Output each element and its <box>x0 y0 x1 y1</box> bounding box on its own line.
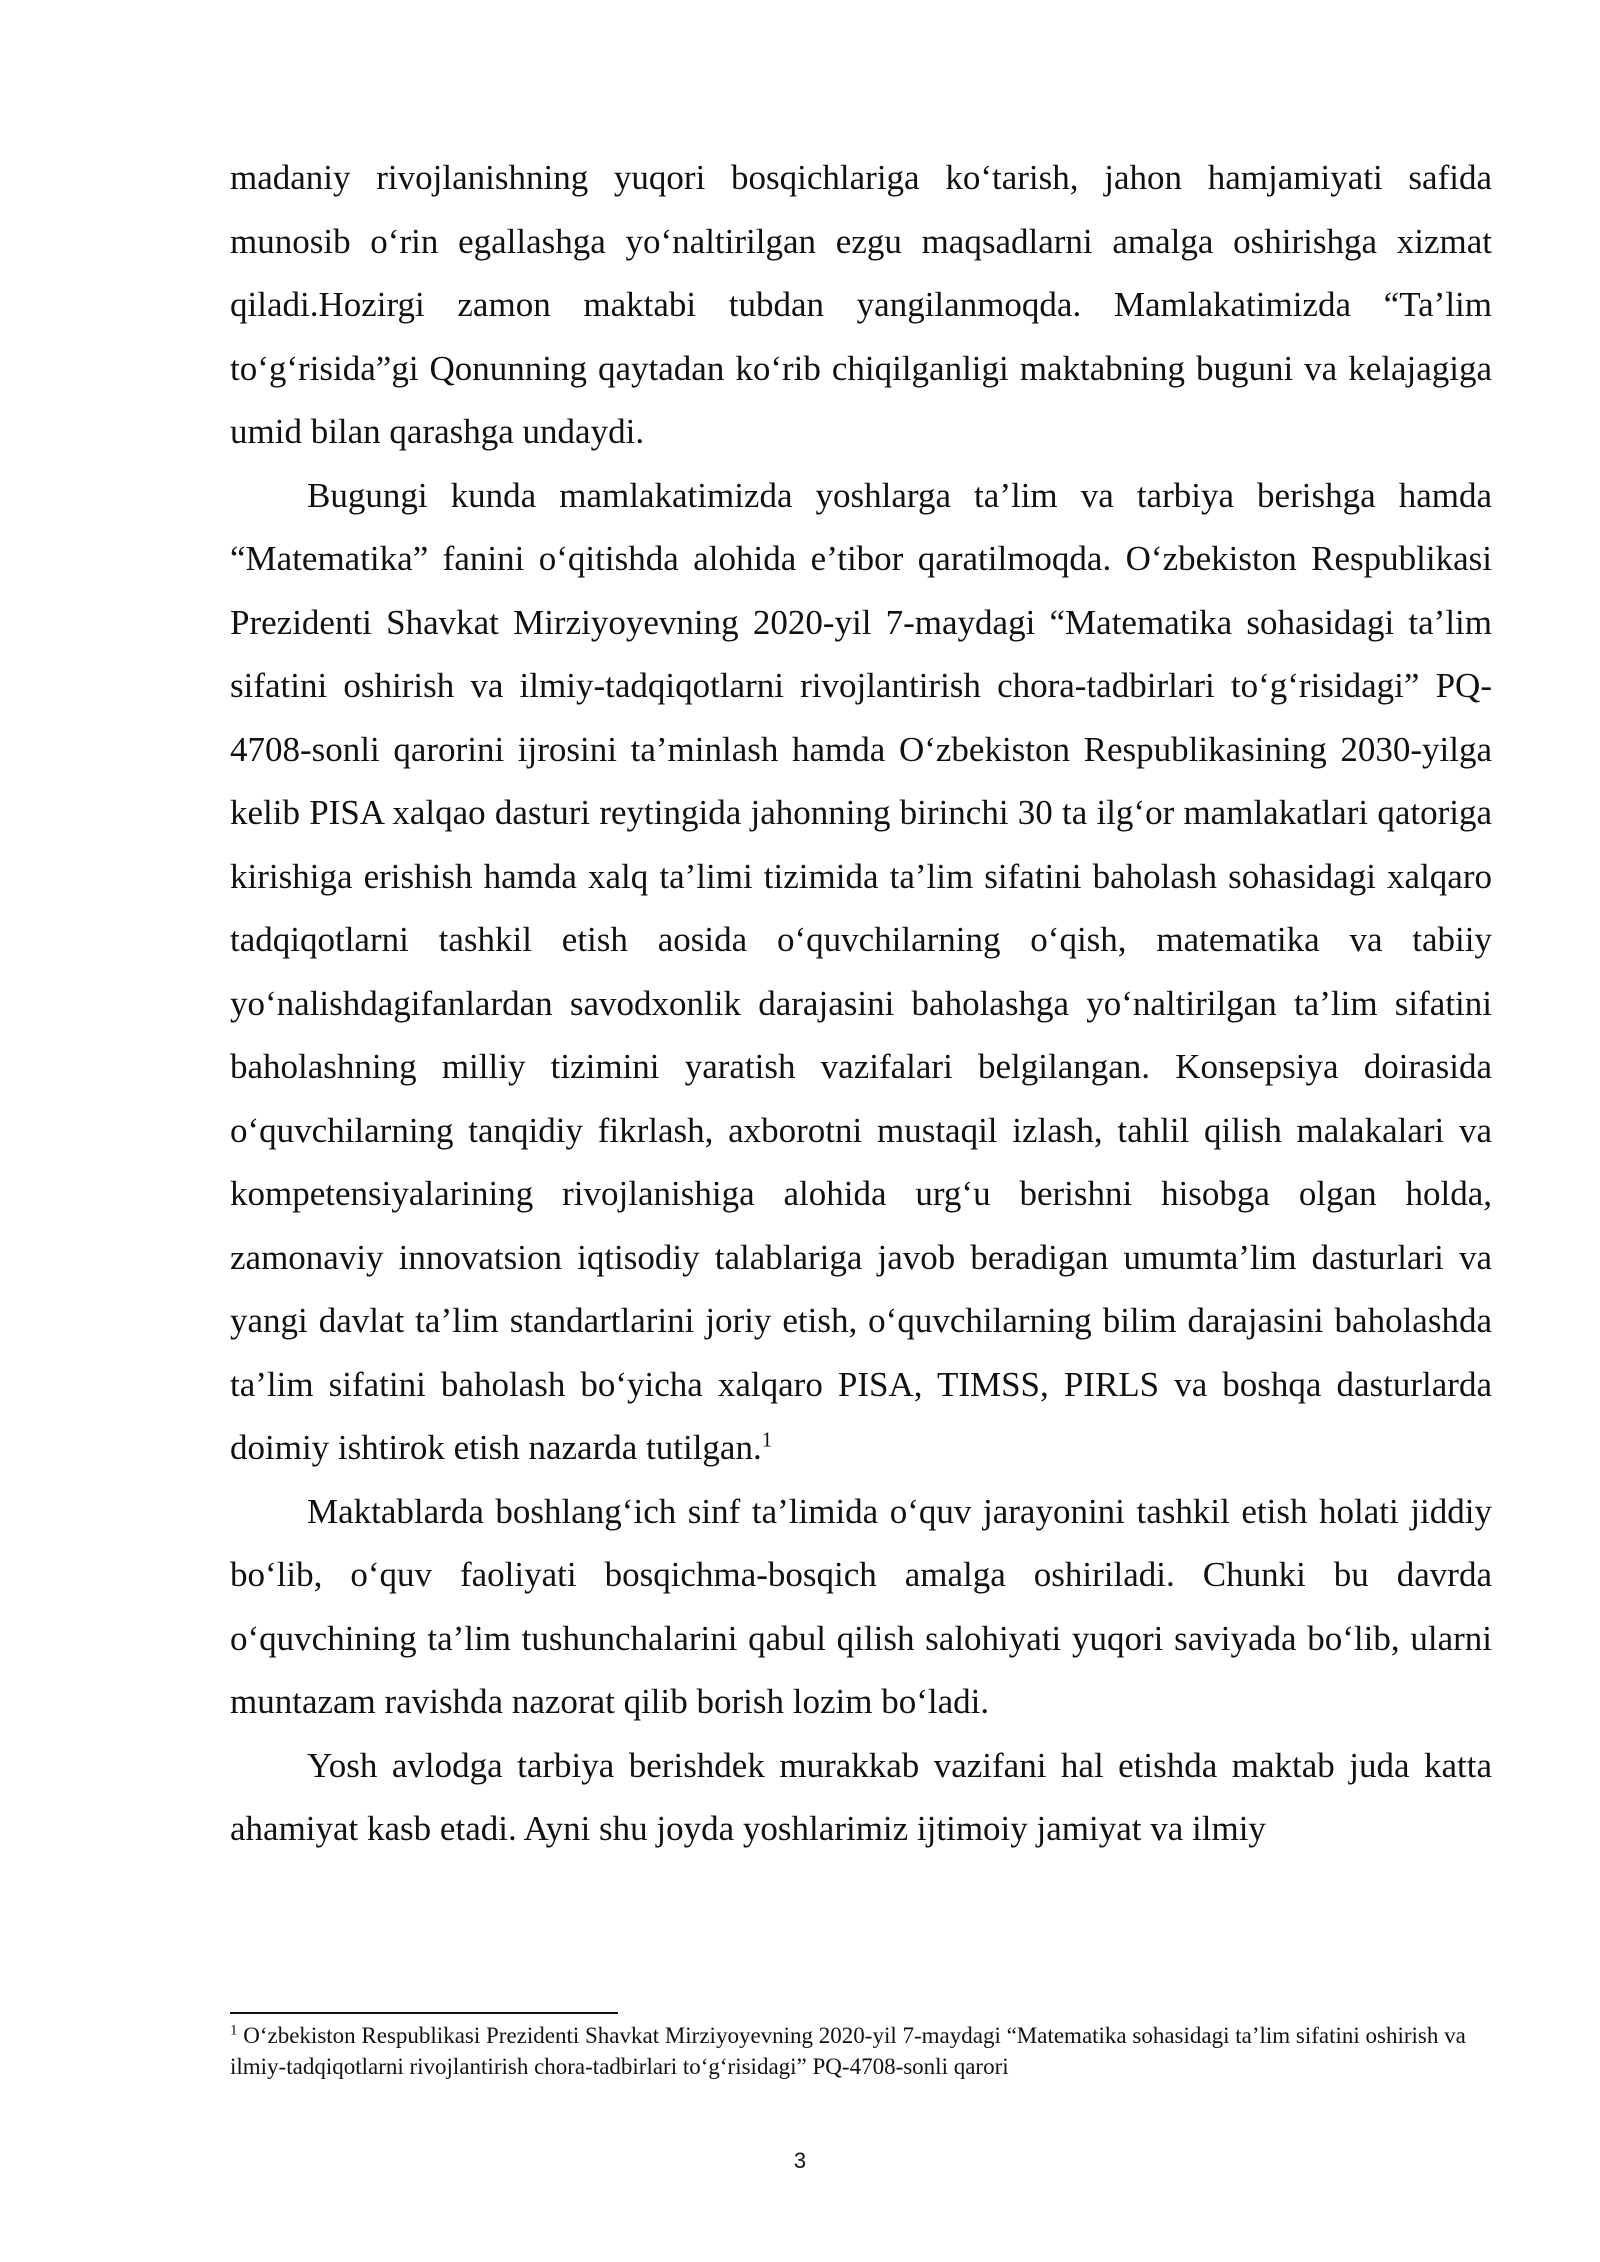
paragraph-3: Maktablarda boshlang‘ich sinf ta’limida o‘quv jarayonini tashkil etish holati jiddiy bo‘lib, o‘quv faoliyati bosqichma-bosqich amalga oshiriladi. Chunki bu davrda o‘quvchining ta’lim tushunchalarini qabul qilish salohiyati yuqori saviyada bo‘lib, ularni muntazam ravishda nazorat qilib borish lozim bo‘ladi. <box>230 1491 1492 1721</box>
body-text <box>230 146 1492 1861</box>
page-number: 3 <box>793 2148 807 2173</box>
footnote-reference[interactable]: 1 <box>761 1427 773 1452</box>
paragraph-1: madaniy rivojlanishning yuqori bosqichlariga ko‘tarish, jahon hamjamiyati safida munosib o‘rin egallashga yo‘naltirilgan ezgu maqsadlarni amalga oshirishga xizmat qiladi.Hozirgi zamon maktabi tubdan yangilanmoqda. Mamlakatimizda “Ta’lim to‘g‘risida”gi Qonunning qaytadan ko‘rib chiqilganligi maktabning buguni va kelajagiga umid bilan qarashga undaydi. <box>230 158 1492 451</box>
paragraph-2-text: Bugungi kunda mamlakatimizda yoshlarga ta’lim va tarbiya berishga hamda “Matematika” fanini o‘qitishda alohida e’tibor qaratilmoqda. O‘zbekiston Respublikasi Prezidenti Shavkat Mirziyoyevning 2020-yil 7-maydagi “Matematika sohasidagi ta’lim sifatini oshirish va ilmiy-tadqiqotlarni rivojlantirish chora-tadbirlari to‘g‘risidagi” PQ-4708-sonli qarorini ijrosini ta’minlash hamda O‘zbekiston Respublikasining 2030-yilga kelib PISA xalqao dasturi reytingida jahonning birinchi 30 ta ilg‘or mamlakatlari qatoriga kirishiga erishish hamda xalq ta’limi tizimida ta’lim sifatini baholash sohasidagi xalqaro tadqiqotlarni tashkil etish aosida o‘quvchilarning o‘qish, matematika va tabiiy yo‘nalishdagifanlardan savodxonlik darajasini baholashga yo‘naltirilgan ta’lim sifatini baholashning milliy tizimini yaratish vazifalari belgilangan. Konsepsiya doirasida o‘quvchilarning tanqidiy fikrlash, axborotni mustaqil izlash, tahlil qilish malakalari va kompetensiyalarining rivojlanishiga alohida urg‘u berishni hisobga olgan holda, zamonaviy innovatsion iqtisodiy talablariga javob beradigan umumta’lim dasturlari va yangi davlat ta’lim standartlarini joriy etish, o‘quvchilarning bilim darajasini baholashda ta’lim sifatini baholash bo‘yicha xalqaro PISA, TIMSS, PIRLS va boshqa dasturlarda doimiy ishtirok etish nazarda tutilgan. <box>230 475 1492 1467</box>
footnote-divider <box>230 2012 618 2014</box>
paragraph-4: Yosh avlodga tarbiya berishdek murakkab vazifani hal etishda maktab juda katta ahamiyat kasb etadi. Ayni shu joyda yoshlarimiz ijtimoiy jamiyat va ilmiy <box>230 1745 1492 1848</box>
paragraph-2 <box>230 464 1492 1480</box>
footnote-text: O‘zbekiston Respublikasi Prezidenti Shavkat Mirziyoyevning 2020-yil 7-maydagi “Matematika sohasidagi ta’lim sifatini oshirish va ilmiy-tadqiqotlarni rivojlantirish chora-tadbirlari to‘g‘risidagi” PQ-4708-sonli qarori <box>230 2023 1466 2079</box>
footnote-number: 1 <box>230 2022 238 2039</box>
footnote <box>230 2020 1492 2082</box>
